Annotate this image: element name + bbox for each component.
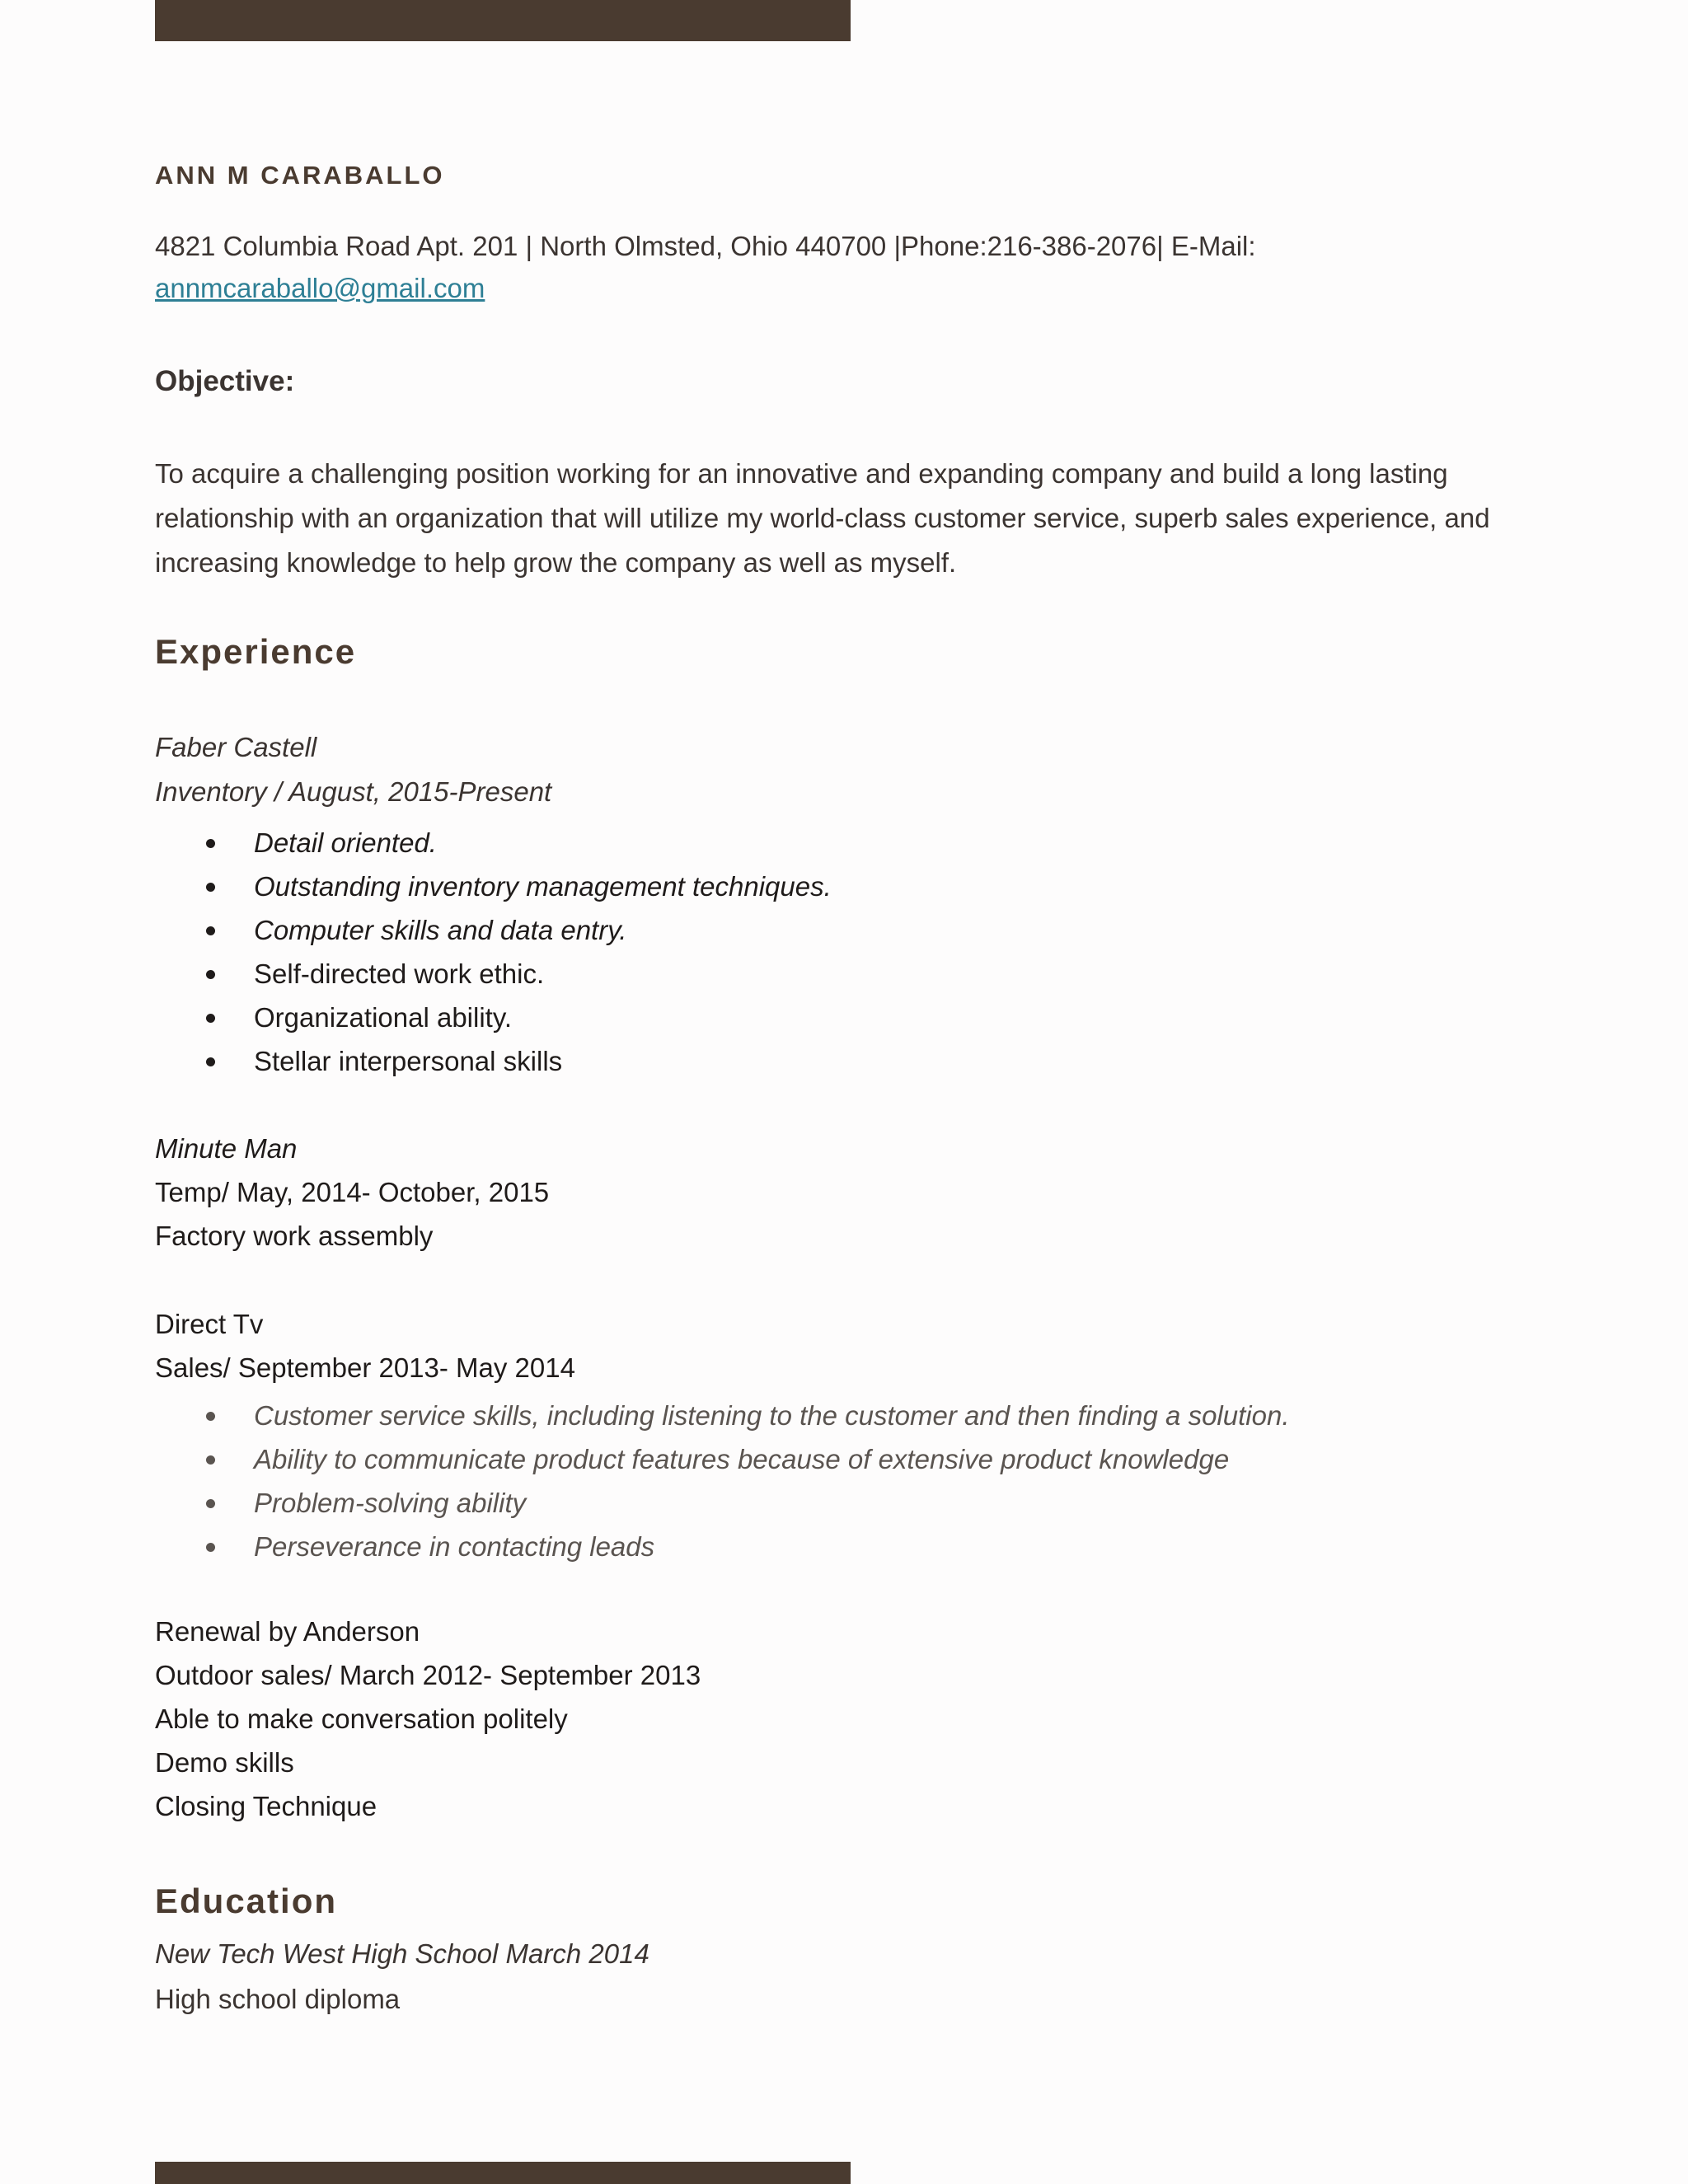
list-item: Computer skills and data entry. — [155, 908, 832, 952]
job-role: Temp/ May, 2014- October, 2015 — [155, 1177, 550, 1207]
list-item: Self-directed work ethic. — [155, 952, 832, 996]
bottom-accent-bar — [155, 2162, 851, 2184]
list-item: Ability to communicate product features because of extensive product knowledge — [155, 1437, 1289, 1481]
list-item: Customer service skills, including listening to the customer and then finding a solution. — [155, 1394, 1289, 1437]
list-item: Perseverance in contacting leads — [155, 1525, 1289, 1568]
job-role: Outdoor sales/ March 2012- September 2013 — [155, 1660, 701, 1690]
bullet-icon — [206, 1412, 215, 1421]
list-item: Stellar interpersonal skills — [155, 1039, 832, 1083]
email-link[interactable]: annmcaraballo@gmail.com — [155, 273, 485, 303]
job-company: Direct Tv — [155, 1309, 264, 1339]
education-heading: Education — [155, 1882, 338, 1920]
experience-heading: Experience — [155, 632, 357, 671]
bullet-icon — [206, 1014, 215, 1023]
bullet-icon — [206, 883, 215, 892]
top-accent-bar — [155, 0, 851, 41]
bullet-icon — [206, 1543, 215, 1552]
bullet-icon — [206, 1499, 215, 1508]
job-company: Faber Castell — [155, 732, 317, 762]
list-item: Outstanding inventory management techniques. — [155, 865, 832, 908]
bullet-icon — [206, 970, 215, 979]
job-detail: Able to make conversation politely — [155, 1704, 568, 1734]
job-company: Minute Man — [155, 1133, 298, 1164]
job-bullet-list — [155, 1394, 1289, 1568]
education-school: New Tech West High School March 2014 — [155, 1938, 649, 1969]
job-detail: Factory work assembly — [155, 1221, 434, 1251]
job-detail: Demo skills — [155, 1747, 294, 1778]
objective-heading: Objective: — [155, 365, 295, 397]
bullet-icon — [206, 1455, 215, 1465]
objective-text: To acquire a challenging position working for an innovative and expanding company and build a long lasting relationship with an organization that will utilize my world-class customer service, superb sales experience, and increasing knowledge to help grow the company as well as myself. — [155, 458, 1490, 578]
job-bullet-list — [155, 821, 832, 1083]
job-role: Sales/ September 2013- May 2014 — [155, 1352, 575, 1383]
job-company: Renewal by Anderson — [155, 1616, 420, 1647]
education-degree: High school diploma — [155, 1984, 401, 2014]
list-item: Organizational ability. — [155, 996, 832, 1039]
bullet-icon — [206, 839, 215, 848]
list-item: Problem-solving ability — [155, 1481, 1289, 1525]
contact-line: 4821 Columbia Road Apt. 201 | North Olmsted, Ohio 440700 |Phone:216-386-2076| E-Mail: — [155, 231, 1256, 261]
job-detail: Closing Technique — [155, 1791, 377, 1821]
bullet-icon — [206, 1057, 215, 1066]
list-item: Detail oriented. — [155, 821, 832, 865]
job-role: Inventory / August, 2015-Present — [155, 776, 552, 807]
bullet-icon — [206, 926, 215, 935]
applicant-name: ANN M CARABALLO — [155, 161, 445, 190]
